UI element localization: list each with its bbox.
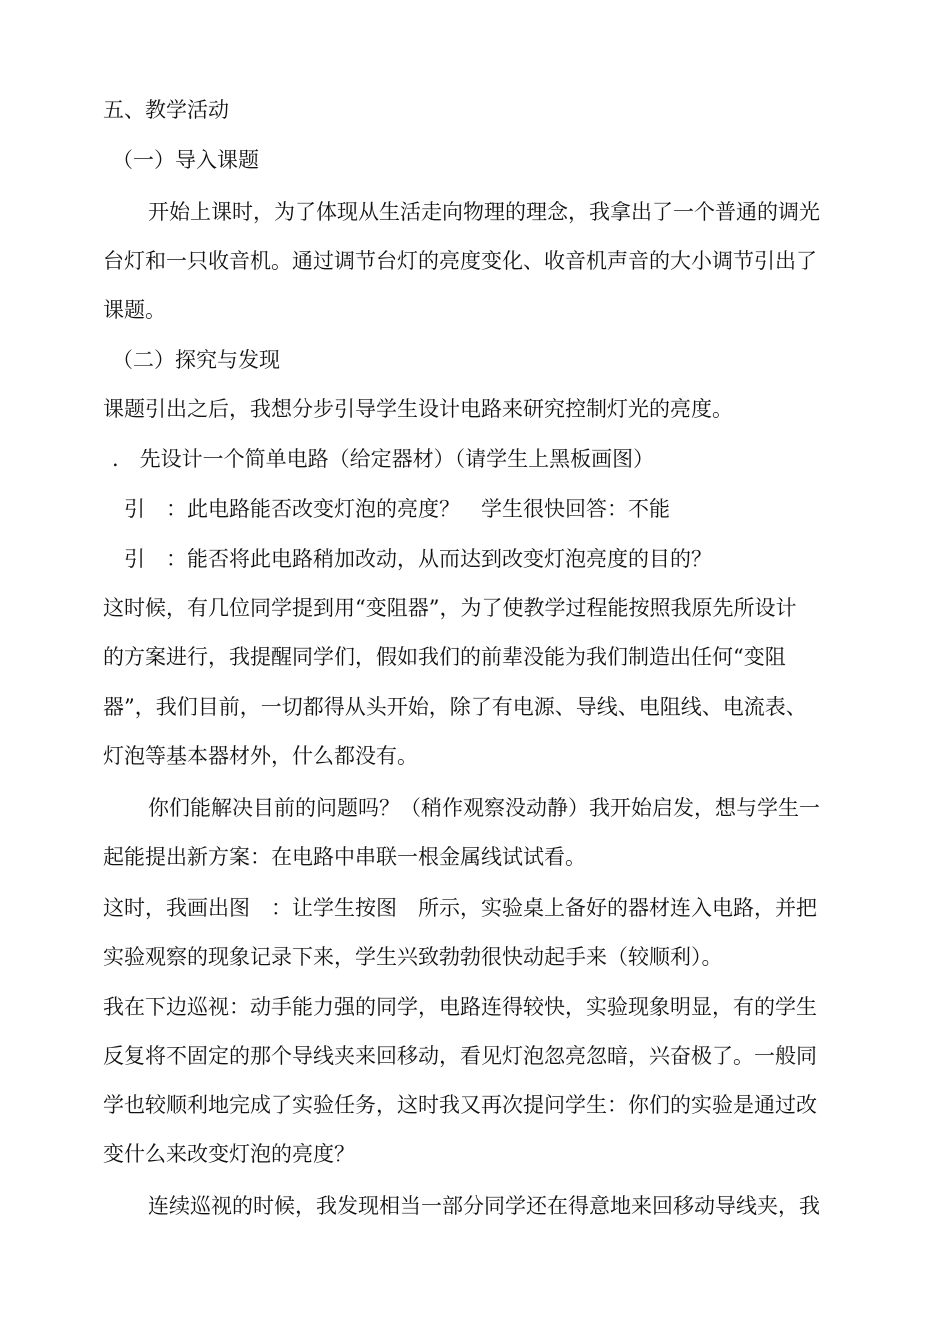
paragraph-observe-line-4: 变什么来改变灯泡的亮度？ (103, 1142, 355, 1166)
paragraph-prompt-line-1: 你们能解决目前的问题吗？（稍作观察没动静）我开始启发，想与学生一 (148, 796, 820, 820)
paragraph-prompt-line-2: 起能提出新方案：在电路中串联一根金属线试试看。 (103, 845, 586, 869)
paragraph-rheostat-line-3: 器”，我们目前，一切都得从头开始，除了有电源、导线、电阻线、电流表、 (103, 695, 807, 719)
paragraph-rheostat-line-4: 灯泡等基本器材外，什么都没有。 (103, 744, 418, 768)
paragraph-rheostat-line-1: 这时候，有几位同学提到用“变阻器”，为了使教学过程能按照我原先所设计 (103, 596, 797, 620)
question-1-line: 引 ：此电路能否改变灯泡的亮度？ 学生很快回答：不能 (124, 497, 670, 521)
subsection-heading-intro: （一）导入课题 (112, 148, 259, 172)
paragraph-intro-line-2: 台灯和一只收音机。通过调节台灯的亮度变化、收音机声音的大小调节引出了 (103, 249, 817, 273)
paragraph-experiment-line-2: 实验观察的现象记录下来，学生兴致勃勃很快动起手来（较顺利）。 (103, 945, 723, 969)
paragraph-rheostat-line-2: 的方案进行，我提醒同学们，假如我们的前辈没能为我们制造出任何“变阻 (103, 645, 786, 669)
step-1-line: . 先设计一个简单电路（给定器材）（请学生上黑板画图） (112, 447, 655, 471)
question-2-line: 引 ：能否将此电路稍加改动，从而达到改变灯泡亮度的目的？ (124, 547, 712, 571)
paragraph-observe-line-2: 反复将不固定的那个导线夹来回移动，看见灯泡忽亮忽暗，兴奋极了。一般同 (103, 1044, 817, 1068)
paragraph-observe-line-1: 我在下边巡视：动手能力强的同学，电路连得较快，实验现象明显，有的学生 (103, 995, 817, 1019)
paragraph-intro-line-1: 开始上课时，为了体现从生活走向物理的理念，我拿出了一个普通的调光 (148, 200, 820, 224)
paragraph-experiment-line-1: 这时，我画出图 ：让学生按图 所示，实验桌上备好的器材连入电路，并把 (103, 896, 817, 920)
section-heading: 五、教学活动 (103, 98, 229, 122)
paragraph-observe-line-3: 学也较顺利地完成了实验任务，这时我又再次提问学生：你们的实验是通过改 (103, 1093, 817, 1117)
paragraph-intro-line-3: 课题。 (103, 298, 166, 322)
subsection-heading-explore: （二）探究与发现 (112, 348, 280, 372)
paragraph-explore-intro: 课题引出之后，我想分步引导学生设计电路来研究控制灯光的亮度。 (103, 397, 733, 421)
paragraph-continue-line-1: 连续巡视的时候，我发现相当一部分同学还在得意地来回移动导线夹，我 (148, 1194, 820, 1218)
